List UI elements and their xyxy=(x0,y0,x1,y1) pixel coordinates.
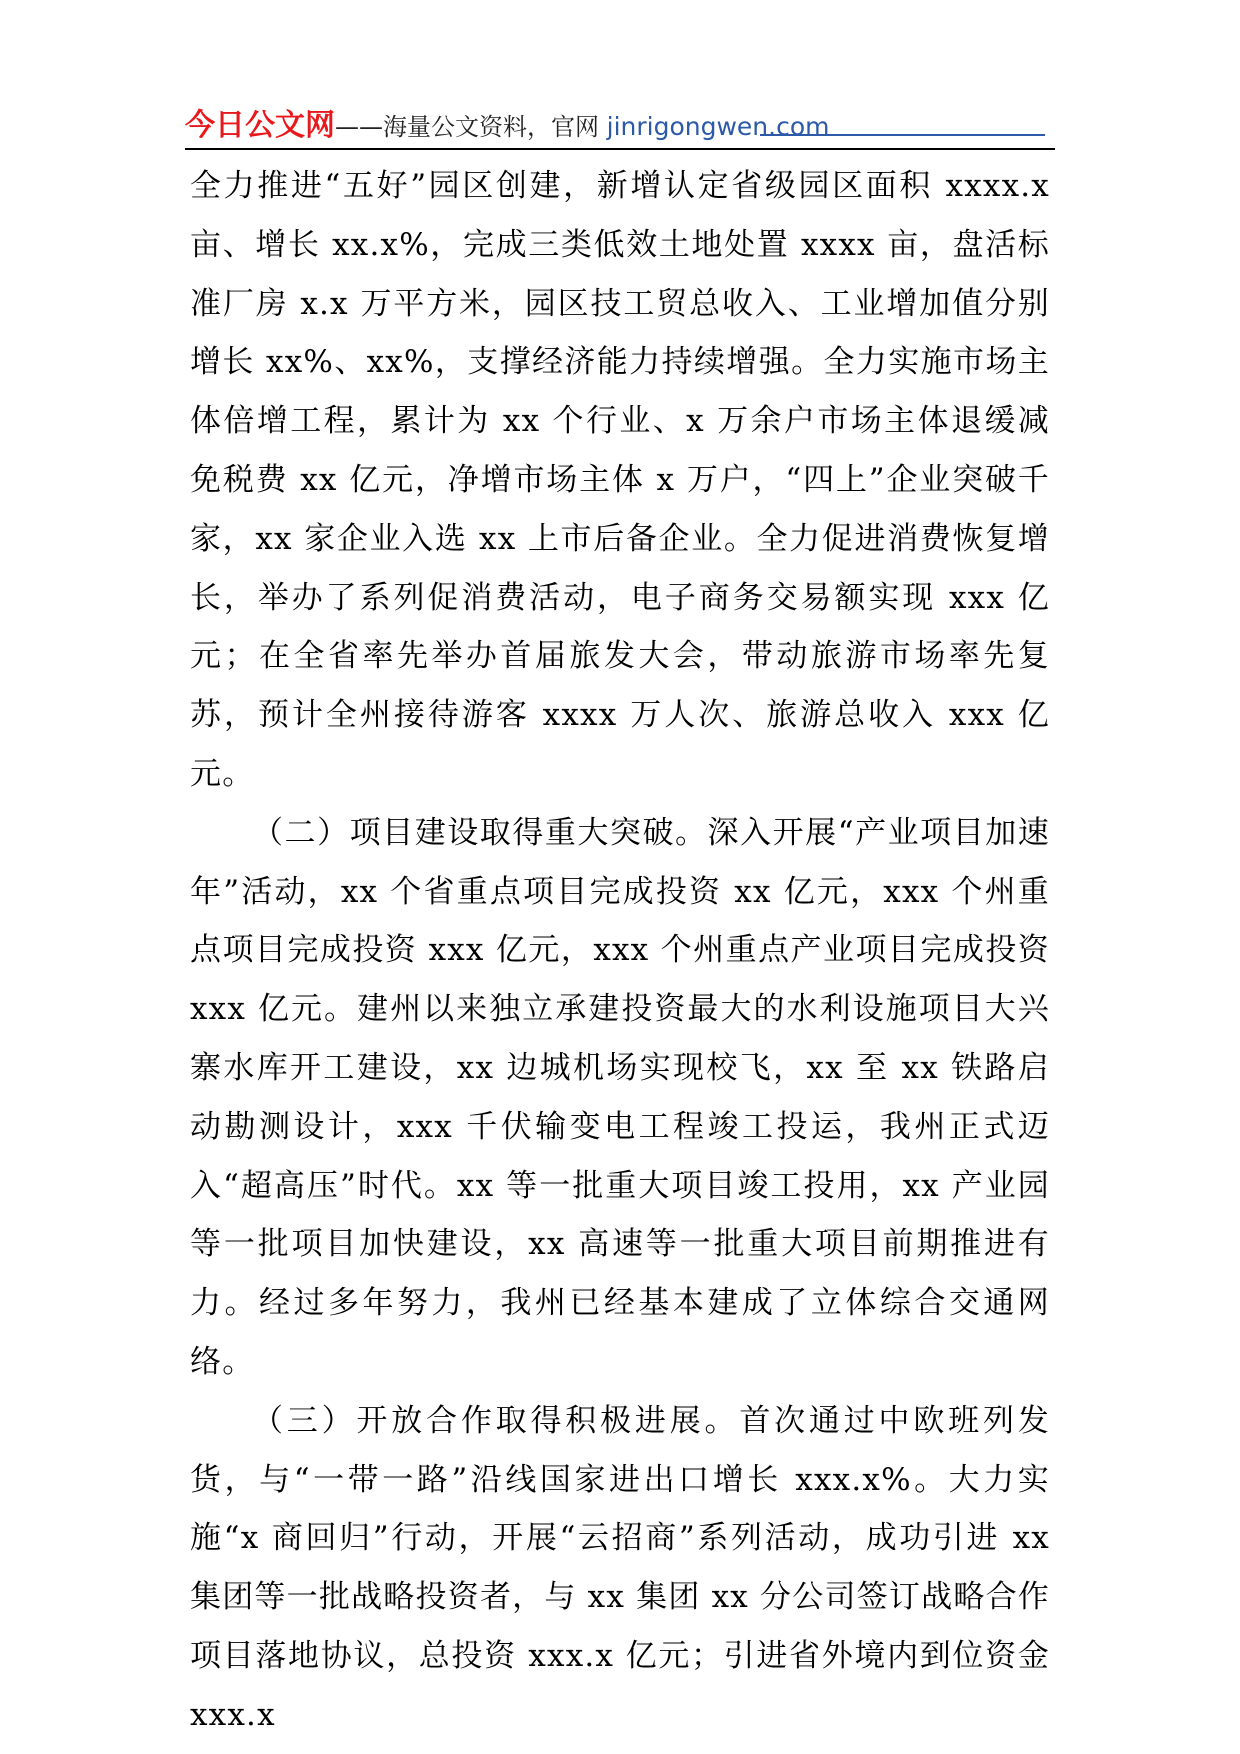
watermark-header xyxy=(185,100,1055,144)
site-url-link[interactable]: jinrigongwen.com xyxy=(606,112,830,141)
header-slogan: ——海量公文资料，官网 xyxy=(335,113,607,141)
document-body xyxy=(190,157,1050,1745)
site-url-underline xyxy=(760,134,1045,136)
paragraph-continued: 全力推进“五好”园区创建，新增认定省级园区面积 xxxx.x 亩、增长 xx.x%，完成三类低效土地处置 xxxx 亩，盘活标准厂房 x.x 万平方米，园区技工贸总收入、工业增加值分别增长 xx%、xx%，支撑经济能力持续增强。全力实施市场主体倍增工程，累计为 xx 个行业、x 万余户市场主体退缓减免税费 xx 亿元，净增市场主体 x 万户，“四上”企业突破千家，xx 家企业入选 xx 上市后备企业。全力促进消费恢复增长，举办了系列促消费活动，电子商务交易额实现 xxx 亿元；在全省率先举办首届旅发大会，带动旅游市场率先复苏，预计全州接待游客 xxxx 万人次、旅游总收入 xxx 亿元。 xyxy=(190,168,1050,792)
paragraph-project-construction: （二）项目建设取得重大突破。深入开展“产业项目加速年”活动，xx 个省重点项目完成投资 xx 亿元，xxx 个州重点项目完成投资 xxx 亿元，xxx 个州重点产业项目完成投资 xxx 亿元。建州以来独立承建投资最大的水利设施项目大兴寨水库开工建设，xx 边城机场实现校飞，xx 至 xx 铁路启动勘测设计，xxx 千伏输变电工程竣工投运，我州正式迈入“超高压”时代。xx 等一批重大项目竣工投用，xx 产业园等一批项目加快建设，xx 高速等一批重大项目前期推进有力。经过多年努力，我州已经基本建成了立体综合交通网络。 xyxy=(190,814,1050,1380)
paragraph-open-cooperation: （三）开放合作取得积极进展。首次通过中欧班列发货，与“一带一路”沿线国家进出口增长 xxx.x%。大力实施“x 商回归”行动，开展“云招商”系列活动，成功引进 xx 集团等一批战略投资者，与 xx 集团 xx 分公司签订战略合作项目落地协议，总投资 xxx.x 亿元；引进省外境内到位资金 xxx.x xyxy=(190,1402,1050,1733)
brand-name: 今日公文网 xyxy=(185,108,335,143)
header-divider xyxy=(185,148,1055,150)
